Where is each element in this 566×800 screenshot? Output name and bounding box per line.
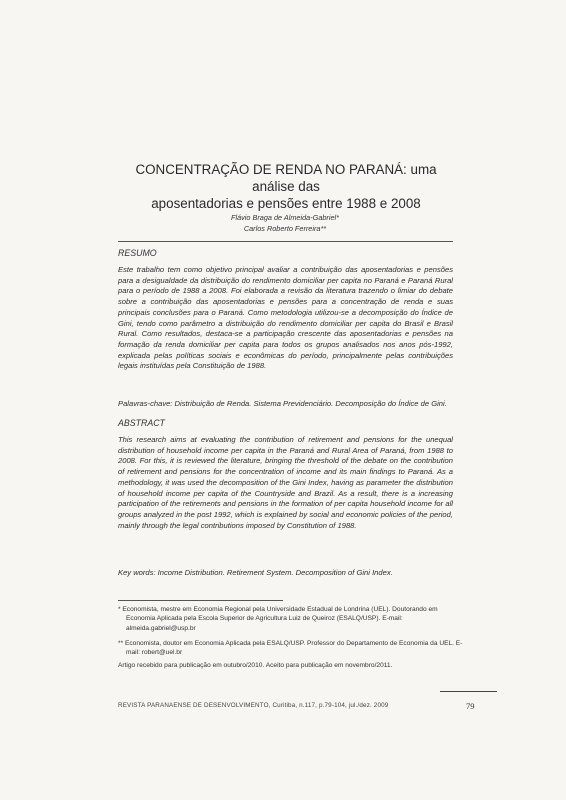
title-line-1: CONCENTRAÇÃO DE RENDA NO PARANÁ: uma análise das	[135, 162, 437, 194]
footnote-divider	[118, 600, 283, 601]
resumo-keywords: Palavras-chave: Distribuição de Renda. Sistema Previdenciário. Decomposição do Índice de Gini.	[118, 399, 447, 408]
abstract-text: This research aims at evaluating the contribution of retirement and pensions for the unequal distribution of household income per capita in the Paraná and Rural Area of Paraná, from 1988 to 2008. For this, it is reviewed the literature, bringing the threshold of the debate on the contribution of retirement and pensions for the concentration of income and its main findings to Paraná. As a methodology, it was used the decomposition of the Gini Index, having as parameter the distribution of household income per capita of the Countryside and Brazil. As a result, there is a increasing participation of the retirements and pensions in the formation of per capita household income for all groups analyzed in the post 1992, which is explained by social and economic policies of the period, mainly through the legal contributions imposed by Constitution of 1988.	[118, 435, 453, 530]
article-title	[118, 161, 454, 212]
abstract-keywords: Key words: Income Distribution. Retirement System. Decomposition of Gini Index.	[118, 568, 393, 577]
footnote-2: ** Economista, doutor em Economia Aplicada pela ESALQ/USP. Professor do Departamento de Economia da UEL. E-mail: robert@uel.br	[118, 640, 463, 657]
footnote-1: * Economista, mestre em Economia Regional pela Universidade Estadual de Londrina (UEL). Doutorando em Economia Aplicada pela Escola Superior de Agricultura Luiz de Queiroz (ESALQ/USP). E-mail: almeida.gabriel@usp.br	[118, 606, 438, 632]
author-1: Flávio Braga de Almeida-Gabriel*	[230, 213, 340, 222]
section-divider	[118, 241, 453, 242]
resumo-heading: RESUMO	[118, 248, 157, 258]
author-2: Carlos Roberto Ferreira**	[243, 223, 327, 233]
received-note: Artigo recebido para publicação em outubro/2010. Aceito para publicação em novembro/2011.	[118, 662, 393, 669]
journal-footer: REVISTA PARANAENSE DE DESENVOLVIMENTO, Curitiba, n.117, p.79-104, jul./dez. 2009	[118, 702, 389, 709]
resumo-text: Este trabalho tem como objetivo principal avaliar a contribuição das aposentadorias e pensões para a desigualdade da distribuição do rendimento domiciliar per capita no Paraná e Paraná Rural para o período de 1988 a 2008. Foi elaborada a revisão da literatura trazendo o limiar do debate sobre a contribuição das aposentadorias e pensões para a concentração de renda e suas principais conclusões para o Paraná. Como metodologia utilizou-se a decomposição do Índice de Gini, tendo como parâmetro a distribuição do rendimento domiciliar per capita do Brasil e Brasil Rural. Como resultados, destaca-se a participação crescente das aposentadorias e pensões na formação da renda domiciliar per capita para todos os grupos analisados nos anos pós-1992, explicada pelas políticas sociais e econômicas do período, principalmente pelas contribuições legais instituídas pela Constituição de 1988.	[118, 265, 453, 371]
footer-rule	[440, 691, 497, 692]
page-number: 79	[466, 701, 475, 711]
title-line-2: aposentadorias e pensões entre 1988 e 2008	[151, 196, 421, 211]
author-list	[118, 213, 452, 234]
abstract-heading: ABSTRACT	[118, 418, 165, 428]
